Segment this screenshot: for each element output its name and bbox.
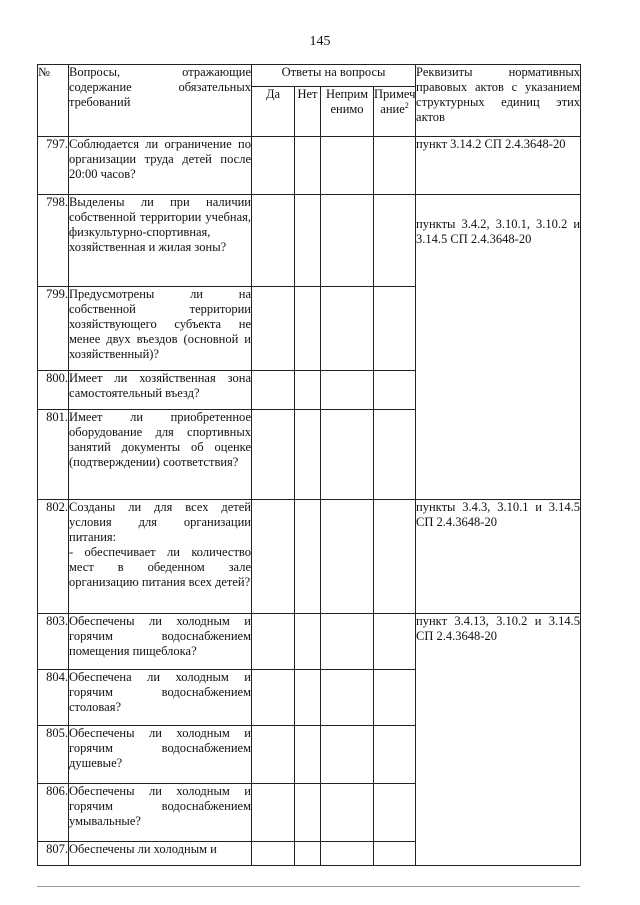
row-reference: пункт 3.4.13, 3.10.2 и 3.14.5 СП 2.4.3648-20 [416, 614, 581, 866]
row-reference: пункт 3.14.2 СП 2.4.3648-20 [416, 137, 581, 195]
answer-na-cell[interactable] [321, 726, 374, 784]
answer-no-cell[interactable] [295, 726, 321, 784]
answer-yes-cell[interactable] [252, 726, 295, 784]
answer-note-cell[interactable] [374, 410, 416, 500]
answer-na-cell[interactable] [321, 137, 374, 195]
answer-yes-cell[interactable] [252, 784, 295, 842]
answer-note-cell[interactable] [374, 670, 416, 726]
row-number: 798. [38, 195, 69, 287]
answer-no-cell[interactable] [295, 195, 321, 287]
row-question-sub: - обеспечивает ли количество мест в обеденном зале организацию питания всех детей? [69, 545, 251, 589]
table-row [38, 137, 581, 195]
row-question-main: Созданы ли для всех детей условия для организации питания: [69, 500, 251, 544]
answer-na-cell[interactable] [321, 784, 374, 842]
answer-yes-cell[interactable] [252, 410, 295, 500]
row-number: 801. [38, 410, 69, 500]
answer-note-cell[interactable] [374, 726, 416, 784]
checklist-table [37, 64, 581, 866]
row-number: 802. [38, 500, 69, 614]
row-question: Обеспечена ли холодным и горячим водоснабжением столовая? [69, 670, 252, 726]
answer-no-cell[interactable] [295, 500, 321, 614]
row-reference: пункты 3.4.3, 3.10.1 и 3.14.5 СП 2.4.3648-20 [416, 500, 581, 614]
answer-yes-cell[interactable] [252, 195, 295, 287]
row-number: 797. [38, 137, 69, 195]
answer-note-cell[interactable] [374, 614, 416, 670]
header-answers: Ответы на вопросы [252, 65, 416, 87]
row-question: Имеет ли приобретенное оборудование для спортивных занятий документы об оценке (подтверждении) соответствия? [69, 410, 252, 500]
row-question: Предусмотрены ли на собственной территории хозяйствующего субъекта не менее двух въездов (основной и хозяйственный)? [69, 287, 252, 371]
answer-note-cell[interactable] [374, 195, 416, 287]
answer-note-cell[interactable] [374, 500, 416, 614]
row-question: Выделены ли при наличии собственной территории учебная, физкультурно-спортивная, хозяйственная и жилая зоны? [69, 195, 252, 287]
answer-no-cell[interactable] [295, 670, 321, 726]
answer-no-cell[interactable] [295, 371, 321, 410]
row-question: Имеет ли хозяйственная зона самостоятельный въезд? [69, 371, 252, 410]
table-row [38, 614, 581, 670]
answer-yes-cell[interactable] [252, 137, 295, 195]
row-question: Обеспечены ли холодным и горячим водоснабжением помещения пищеблока? [69, 614, 252, 670]
header-note-footnote: 2 [404, 100, 409, 110]
answer-na-cell[interactable] [321, 500, 374, 614]
answer-yes-cell[interactable] [252, 287, 295, 371]
answer-no-cell[interactable] [295, 137, 321, 195]
header-note-label: Примеч ание [374, 87, 416, 116]
answer-no-cell[interactable] [295, 784, 321, 842]
answer-no-cell[interactable] [295, 842, 321, 866]
answer-na-cell[interactable] [321, 287, 374, 371]
answer-note-cell[interactable] [374, 137, 416, 195]
row-question: Обеспечены ли холодным и [69, 842, 252, 866]
table-row [38, 500, 581, 614]
row-question: Обеспечены ли холодным и горячим водоснабжением душевые? [69, 726, 252, 784]
answer-yes-cell[interactable] [252, 500, 295, 614]
page-number: 145 [309, 34, 331, 49]
row-number: 800. [38, 371, 69, 410]
row-number: 807. [38, 842, 69, 866]
answer-yes-cell[interactable] [252, 371, 295, 410]
header-reference: Реквизиты нормативных правовых актов с указанием структурных единиц этих актов [416, 65, 581, 137]
row-number: 804. [38, 670, 69, 726]
row-number: 803. [38, 614, 69, 670]
header-not-applicable: Неприм енимо [321, 87, 374, 137]
table-header-row [38, 65, 581, 87]
row-question [69, 500, 252, 614]
row-reference: пункты 3.4.2, 3.10.1, 3.10.2 и 3.14.5 СП 2.4.3648-20 [416, 195, 581, 500]
answer-na-cell[interactable] [321, 842, 374, 866]
answer-note-cell[interactable] [374, 287, 416, 371]
row-question: Соблюдается ли ограничение по организации труда детей после 20:00 часов? [69, 137, 252, 195]
header-no: Нет [295, 87, 321, 137]
page-bottom-rule [37, 886, 580, 887]
answer-na-cell[interactable] [321, 614, 374, 670]
row-question: Обеспечены ли холодным и горячим водоснабжением умывальные? [69, 784, 252, 842]
answer-no-cell[interactable] [295, 410, 321, 500]
table-row [38, 195, 581, 287]
answer-na-cell[interactable] [321, 195, 374, 287]
answer-yes-cell[interactable] [252, 614, 295, 670]
row-number: 805. [38, 726, 69, 784]
answer-yes-cell[interactable] [252, 670, 295, 726]
header-note [374, 87, 416, 137]
answer-na-cell[interactable] [321, 371, 374, 410]
row-number: 799. [38, 287, 69, 371]
header-number: № [38, 65, 69, 137]
answer-note-cell[interactable] [374, 842, 416, 866]
answer-na-cell[interactable] [321, 670, 374, 726]
answer-yes-cell[interactable] [252, 842, 295, 866]
header-question: Вопросы, отражающие содержание обязательных требований [69, 65, 252, 137]
answer-no-cell[interactable] [295, 287, 321, 371]
answer-no-cell[interactable] [295, 614, 321, 670]
answer-note-cell[interactable] [374, 371, 416, 410]
answer-note-cell[interactable] [374, 784, 416, 842]
row-number: 806. [38, 784, 69, 842]
answer-na-cell[interactable] [321, 410, 374, 500]
header-yes: Да [252, 87, 295, 137]
